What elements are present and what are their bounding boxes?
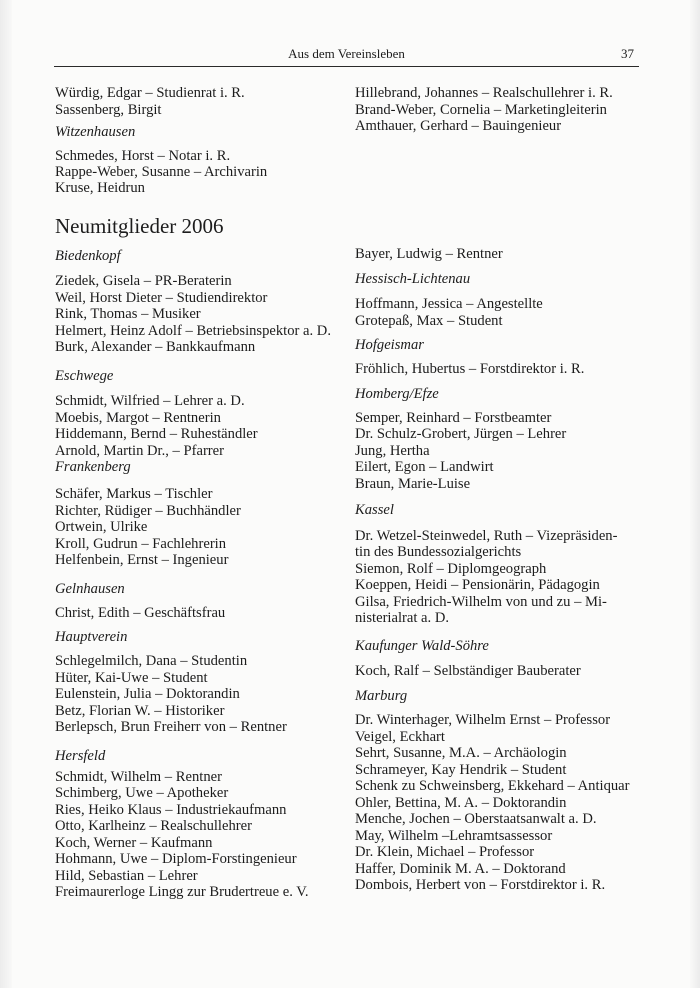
location-heading: Hauptverein [55, 629, 128, 645]
member-entry: Dr. Klein, Michael – Professor [355, 844, 535, 860]
member-entry: Arnold, Martin Dr., – Pfarrer [55, 443, 225, 459]
member-entry: Hohmann, Uwe – Diplom-Forstingenieur [55, 851, 297, 867]
member-entry: Berlepsch, Brun Freiherr von – Rentner [55, 719, 287, 735]
member-entry: Ohler, Bettina, M. A. – Doktorandin [355, 795, 567, 811]
member-entry: Schrameyer, Kay Hendrik – Student [355, 762, 567, 778]
member-entry: Dr. Winterhager, Wilhelm Ernst – Professor [355, 712, 611, 728]
section-title: Neumitglieder 2006 [55, 214, 224, 238]
member-entry: Eulenstein, Julia – Doktorandin [55, 686, 240, 702]
member-entry: Ries, Heiko Klaus – Industriekaufmann [55, 802, 287, 818]
member-entry: Hild, Sebastian – Lehrer [55, 868, 198, 884]
page-edge-left [0, 0, 12, 988]
location-heading: Hofgeismar [355, 337, 424, 353]
member-entry: Sehrt, Susanne, M.A. – Archäologin [355, 745, 567, 761]
member-entry: Würdig, Edgar – Studienrat i. R. [55, 85, 245, 101]
location-heading: Biedenkopf [55, 248, 121, 264]
member-entry: Koch, Werner – Kaufmann [55, 835, 213, 851]
member-entry: Haffer, Dominik M. A. – Doktorand [355, 861, 566, 877]
location-heading: Hersfeld [55, 748, 106, 764]
member-entry: Freimaurerloge Lingg zur Brudertreue e. V. [55, 884, 309, 900]
member-entry: Dr. Wetzel-Steinwedel, Ruth – Vizepräsiden- [355, 528, 618, 544]
member-entry: Burk, Alexander – Bankkaufmann [55, 339, 256, 355]
member-entry: Schenk zu Schweinsberg, Ekkehard – Antiquar [355, 778, 630, 794]
member-entry: Menche, Jochen – Oberstaatsanwalt a. D. [355, 811, 597, 827]
member-entry: Amthauer, Gerhard – Bauingenieur [355, 118, 562, 134]
member-entry: nisterialrat a. D. [355, 610, 450, 626]
member-entry: Jung, Hertha [355, 443, 430, 459]
running-title: Aus dem Vereinsleben [288, 46, 405, 61]
member-entry: Ortwein, Ulrike [55, 519, 148, 535]
member-entry: Schmidt, Wilhelm – Rentner [55, 769, 222, 785]
location-heading: Witzenhausen [55, 124, 136, 140]
member-entry: Eilert, Egon – Landwirt [355, 459, 494, 475]
member-entry: Schmedes, Horst – Notar i. R. [55, 148, 231, 164]
member-entry: Bayer, Ludwig – Rentner [355, 246, 503, 262]
location-heading: Homberg/Efze [355, 386, 439, 402]
member-entry: Braun, Marie-Luise [355, 476, 471, 492]
member-entry: May, Wilhelm –Lehramtsassessor [355, 828, 553, 844]
member-entry: Veigel, Eckhart [355, 729, 445, 745]
location-heading: Gelnhausen [55, 581, 125, 597]
member-entry: Kruse, Heidrun [55, 180, 145, 196]
member-entry: Schlegelmilch, Dana – Studentin [55, 653, 248, 669]
member-entry: Hiddemann, Bernd – Ruheständler [55, 426, 258, 442]
member-entry: Siemon, Rolf – Diplomgeograph [355, 561, 547, 577]
location-heading: Kaufunger Wald-Söhre [355, 638, 489, 654]
member-entry: Grotepaß, Max – Student [355, 313, 503, 329]
member-entry: Schimberg, Uwe – Apotheker [55, 785, 229, 801]
member-entry: Koch, Ralf – Selbständiger Bauberater [355, 663, 581, 679]
member-entry: Helfenbein, Ernst – Ingenieur [55, 552, 229, 568]
member-entry: Richter, Rüdiger – Buchhändler [55, 503, 241, 519]
member-entry: Otto, Karlheinz – Realschullehrer [55, 818, 252, 834]
running-head [55, 46, 638, 64]
member-entry: Dombois, Herbert von – Forstdirektor i. R. [355, 877, 606, 893]
member-entry: Christ, Edith – Geschäftsfrau [55, 605, 226, 621]
location-heading: Hessisch-Lichtenau [355, 271, 471, 287]
location-heading: Kassel [355, 502, 394, 518]
member-entry: Semper, Reinhard – Forstbeamter [355, 410, 552, 426]
page-number: 37 [621, 46, 634, 61]
page-edge-right [690, 0, 700, 988]
member-entry: Brand-Weber, Cornelia – Marketingleiterin [355, 102, 607, 118]
member-entry: Hillebrand, Johannes – Realschullehrer i. R. [355, 85, 613, 101]
location-heading: Marburg [355, 688, 408, 704]
member-entry: Koeppen, Heidi – Pensionärin, Pädagogin [355, 577, 600, 593]
member-entry: Rappe-Weber, Susanne – Archivarin [55, 164, 268, 180]
member-entry: Hüter, Kai-Uwe – Student [55, 670, 208, 686]
member-entry: Dr. Schulz-Grobert, Jürgen – Lehrer [355, 426, 567, 442]
member-entry: Kroll, Gudrun – Fachlehrerin [55, 536, 227, 552]
member-entry: Gilsa, Friedrich-Wilhelm von und zu – Mi- [355, 594, 607, 610]
member-entry: tin des Bundessozialgerichts [355, 544, 522, 560]
header-rule [54, 66, 639, 67]
member-entry: Schäfer, Markus – Tischler [55, 486, 213, 502]
member-entry: Fröhlich, Hubertus – Forstdirektor i. R. [355, 361, 585, 377]
member-entry: Rink, Thomas – Musiker [55, 306, 201, 322]
member-entry: Hoffmann, Jessica – Angestellte [355, 296, 543, 312]
member-entry: Schmidt, Wilfried – Lehrer a. D. [55, 393, 245, 409]
member-entry: Betz, Florian W. – Historiker [55, 703, 225, 719]
member-entry: Ziedek, Gisela – PR-Beraterin [55, 273, 232, 289]
location-heading: Eschwege [55, 368, 114, 384]
member-entry: Weil, Horst Dieter – Studiendirektor [55, 290, 268, 306]
member-entry: Moebis, Margot – Rentnerin [55, 410, 221, 426]
member-entry: Helmert, Heinz Adolf – Betriebsinspektor a. D. [55, 323, 331, 339]
location-heading: Frankenberg [55, 459, 131, 475]
member-entry: Sassenberg, Birgit [55, 102, 162, 118]
